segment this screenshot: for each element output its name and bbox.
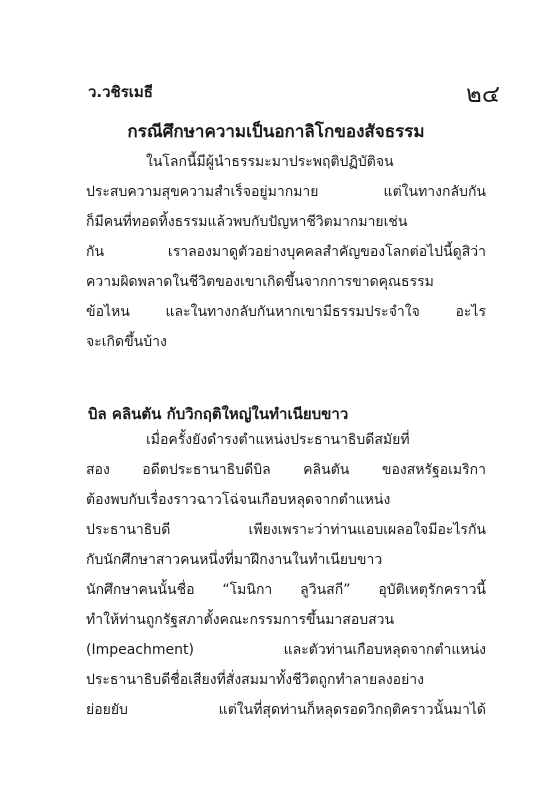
paragraph-line: ในโลกนี้มีผู้นำธรรมะมาประพฤติปฏิบัติจน xyxy=(146,154,394,170)
paragraph-line: ประธานาธิบดีชื่อเสียงที่สั่งสมมาทั้งชีวิตถูกทำลายลงอย่าง xyxy=(86,672,424,688)
running-head: ว.วชิรเมธี xyxy=(88,83,153,101)
paragraph-line: เมื่อครั้งยังดำรงตำแหน่งประธานาธิบดีสมัยที่ xyxy=(146,432,410,448)
paragraph-line: ทำให้ท่านถูกรัฐสภาตั้งคณะกรรมการขึ้นมาสอบสวน xyxy=(86,612,395,628)
paragraph-line: กัน เราลองมาดูตัวอย่างบุคคลสำคัญของโลกต่อไปนี้ดูสิว่า xyxy=(86,244,486,260)
chapter-title: กรณีศึกษาความเป็นอกาลิโกของสัจธรรม xyxy=(127,122,425,142)
paragraph-line: ก็มีคนที่ทอดทิ้งธรรมแล้วพบกับปัญหาชีวิตมากมายเช่น xyxy=(86,214,408,230)
paragraph-line: จะเกิดขึ้นบ้าง xyxy=(86,334,167,350)
paragraph-line: กับนักศึกษาสาวคนหนึ่งที่มาฝึกงานในทำเนียบขาว xyxy=(86,552,383,568)
page-number: ๒๔ xyxy=(466,80,500,108)
paragraph-line: ต้องพบกับเรื่องราวฉาวโฉ่จนเกือบหลุดจากตำแหน่ง xyxy=(86,492,391,508)
intro-paragraph xyxy=(86,147,486,357)
paragraph-line: ย่อยยับ แต่ในที่สุดท่านก็หลุดรอดวิกฤติคราวนั้นมาได้ xyxy=(86,702,486,718)
paragraph-line: ประสบความสุขความสำเร็จอยู่มากมาย แต่ในทางกลับกัน xyxy=(86,184,486,200)
paragraph-line: นักศึกษาคนนั้นชื่อ “โมนิกา ลูวินสกี” อุบัติเหตุรักคราวนี้ xyxy=(86,582,486,598)
paragraph-line: ความผิดพลาดในชีวิตของเขาเกิดขึ้นจากการขาดคุณธรรม xyxy=(86,274,434,290)
paragraph-line: ประธานาธิบดี เพียงเพราะว่าท่านแอบเผลอใจมีอะไรกัน xyxy=(86,522,486,538)
section-paragraph xyxy=(86,425,486,725)
paragraph-line: (Impeachment) และตัวท่านเกือบหลุดจากตำแหน่ง xyxy=(86,642,486,658)
paragraph-line: ข้อไหน และในทางกลับกันหากเขามีธรรมประจำใจ อะไร xyxy=(86,304,486,320)
paragraph-line: สอง อดีตประธานาธิบดีบิล คลินตัน ของสหรัฐอเมริกา xyxy=(86,462,486,478)
section-heading: บิล คลินตัน กับวิกฤติใหญ่ในทำเนียบขาว xyxy=(88,405,349,423)
